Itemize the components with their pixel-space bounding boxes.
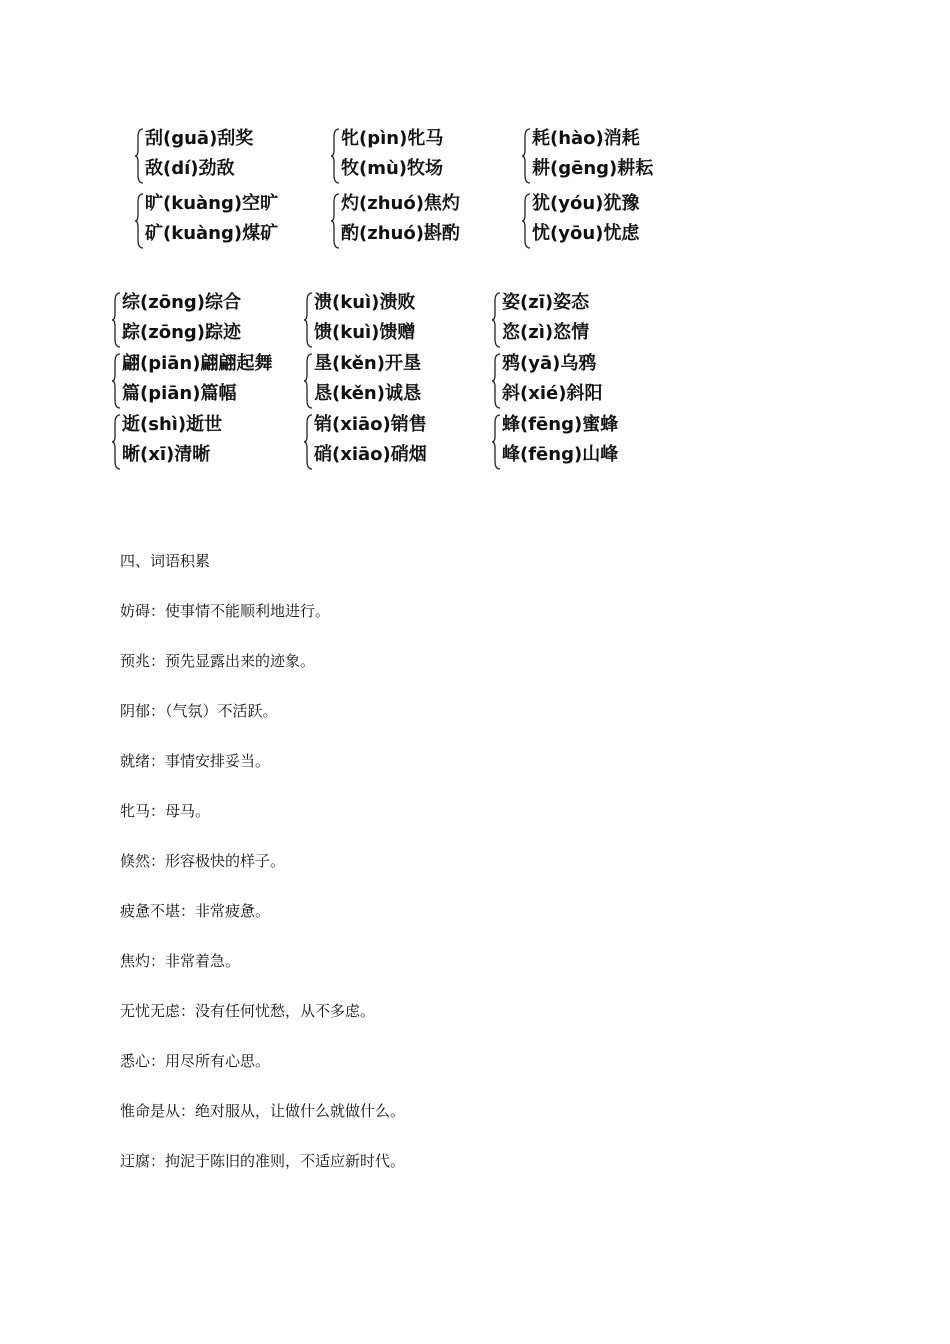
pinyin-pair-bottom: 踪(zōng)踪迹 [122, 322, 241, 343]
brace-icon [135, 193, 144, 249]
brace-icon [112, 414, 121, 470]
brace-icon [492, 353, 501, 409]
vocab-entry: 倏然：形容极快的样子。 [120, 852, 286, 870]
pinyin-pair-top: 姿(zī)姿态 [502, 292, 590, 313]
pinyin-pair-top: 翩(piān)翩翩起舞 [122, 353, 273, 374]
brace-icon [331, 193, 340, 249]
pinyin-pair-bottom: 晰(xī)清晰 [122, 444, 211, 465]
brace-icon [331, 128, 340, 184]
pinyin-pair-bottom: 耕(gēng)耕耘 [532, 158, 654, 179]
vocab-entry: 牝马：母马。 [120, 802, 211, 820]
pinyin-pair-top: 逝(shì)逝世 [122, 414, 223, 435]
pinyin-pair-bottom: 敌(dí)劲敌 [145, 158, 235, 179]
vocab-entry: 悉心：用尽所有心思。 [120, 1052, 271, 1070]
brace-icon [522, 128, 531, 184]
brace-icon [522, 193, 531, 249]
vocab-entry: 惟命是从：绝对服从，让做什么就做什么。 [120, 1102, 406, 1120]
pinyin-pair-top: 旷(kuàng)空旷 [145, 193, 279, 214]
pinyin-pair-bottom: 忧(yōu)忧虑 [532, 223, 640, 244]
vocab-entry: 疲惫不堪：非常疲惫。 [120, 902, 271, 920]
vocab-entry: 就绪：事情安排妥当。 [120, 752, 271, 770]
section-heading: 四、词语积累 [120, 552, 211, 570]
pinyin-pair-bottom: 酌(zhuó)斟酌 [341, 223, 460, 244]
pinyin-pair-bottom: 恣(zì)恣情 [502, 322, 590, 343]
pinyin-pair-top: 垦(kěn)开垦 [314, 353, 421, 374]
pinyin-pair-top: 耗(hào)消耗 [532, 128, 640, 149]
brace-icon [304, 414, 313, 470]
pinyin-pair-top: 销(xiāo)销售 [314, 414, 427, 435]
pinyin-pair-bottom: 斜(xié)斜阳 [502, 383, 603, 404]
pinyin-pair-bottom: 恳(kěn)诚恳 [314, 383, 421, 404]
vocab-entry: 迂腐：拘泥于陈旧的准则，不适应新时代。 [120, 1152, 406, 1170]
pinyin-pair-top: 蜂(fēng)蜜蜂 [502, 414, 619, 435]
pinyin-pair-bottom: 馈(kuì)馈赠 [314, 322, 416, 343]
brace-icon [112, 353, 121, 409]
pinyin-pair-bottom: 峰(fēng)山峰 [502, 444, 619, 465]
pinyin-pair-top: 犹(yóu)犹豫 [532, 193, 640, 214]
vocab-entry: 焦灼：非常着急。 [120, 952, 241, 970]
brace-icon [304, 353, 313, 409]
vocab-entry: 预兆：预先显露出来的迹象。 [120, 652, 316, 670]
pinyin-pair-top: 鸦(yā)乌鸦 [502, 353, 597, 374]
vocab-entry: 妨碍：使事情不能顺利地进行。 [120, 602, 331, 620]
vocab-entry: 无忧无虑：没有任何忧愁，从不多虑。 [120, 1002, 376, 1020]
vocab-entry: 阴郁：（气氛）不活跃。 [120, 702, 278, 720]
brace-icon [135, 128, 144, 184]
pinyin-pair-bottom: 硝(xiāo)硝烟 [314, 444, 427, 465]
pinyin-pair-bottom: 矿(kuàng)煤矿 [145, 223, 279, 244]
pinyin-pair-top: 溃(kuì)溃败 [314, 292, 416, 313]
pinyin-pair-bottom: 篇(piān)篇幅 [122, 383, 237, 404]
pinyin-pair-top: 综(zōng)综合 [122, 292, 241, 313]
brace-icon [492, 414, 501, 470]
pinyin-pair-top: 灼(zhuó)焦灼 [341, 193, 460, 214]
brace-icon [112, 292, 121, 348]
pinyin-pair-top: 牝(pìn)牝马 [341, 128, 444, 149]
pinyin-pair-top: 刮(guā)刮奖 [145, 128, 254, 149]
pinyin-pair-bottom: 牧(mù)牧场 [341, 158, 444, 179]
brace-icon [492, 292, 501, 348]
brace-icon [304, 292, 313, 348]
